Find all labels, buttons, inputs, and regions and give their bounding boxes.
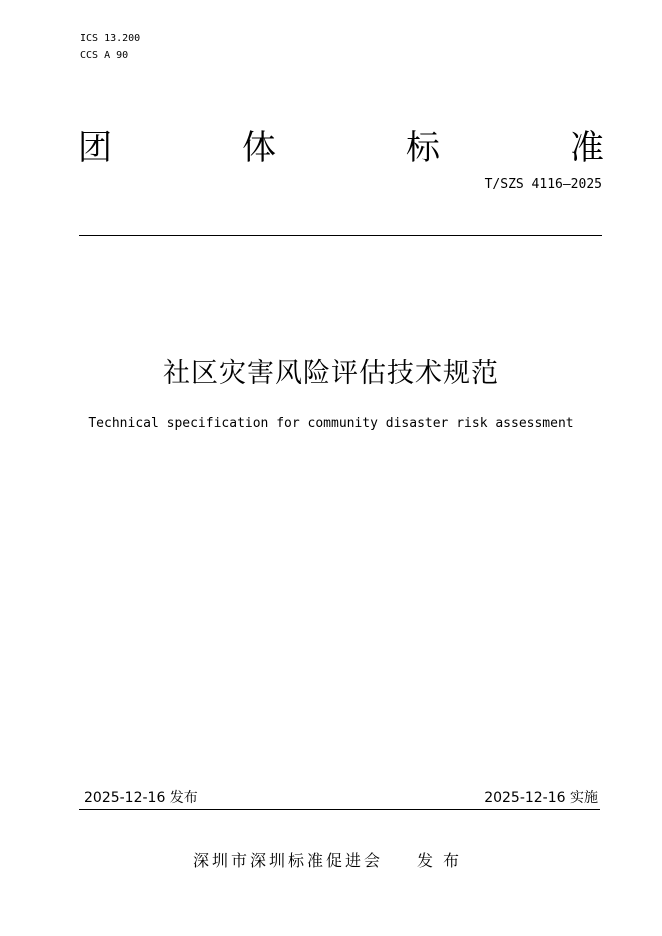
publisher-line (0, 850, 662, 872)
standard-type-char-2: 体 (242, 128, 276, 168)
implement-date: 2025-12-16 实施 (484, 790, 598, 806)
standard-number: T/SZS 4116—2025 (484, 177, 602, 192)
publish-date: 2025-12-16 发布 (84, 790, 198, 806)
title-english: Technical specification for community disaster risk assessment (88, 416, 574, 431)
ics-code: ICS 13.200 (80, 33, 141, 44)
standard-type-heading (78, 126, 604, 170)
standard-type-char-1: 团 (78, 128, 112, 168)
footer-divider (79, 809, 600, 810)
standard-type-char-3: 标 (406, 128, 440, 168)
publisher-organization: 深圳市深圳标准促进会 (192, 851, 383, 870)
standard-type-char-4: 准 (570, 128, 604, 168)
header-divider (79, 235, 602, 236)
ccs-code: CCS A 90 (80, 50, 129, 61)
publisher-action: 发布 (417, 851, 470, 870)
title-chinese: 社区灾害风险评估技术规范 (163, 358, 499, 389)
